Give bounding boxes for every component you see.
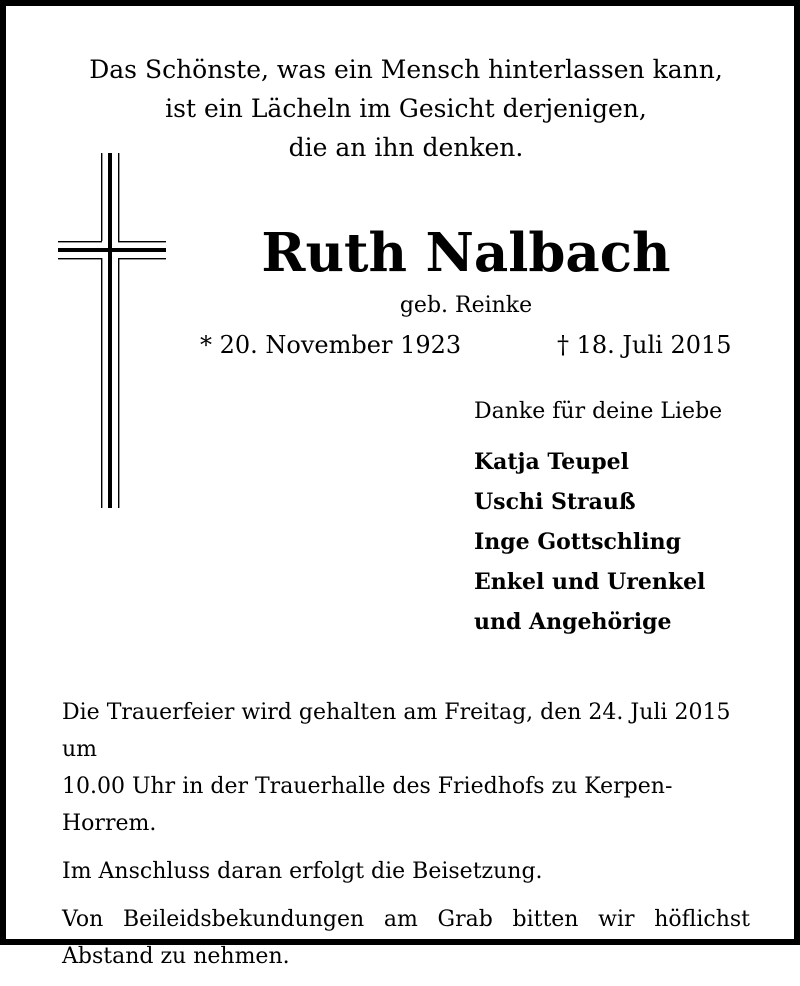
- deceased-name: Ruth Nalbach: [261, 222, 671, 284]
- motto-line: Das Schönste, was ein Mensch hinterlassen kann,: [89, 55, 723, 84]
- burial-paragraph: Im Anschluss daran erfolgt die Beisetzung.: [62, 859, 543, 884]
- funeral-notice: [62, 694, 750, 986]
- thanks-line: Danke für deine Liebe: [474, 399, 723, 424]
- mourners-list: [474, 442, 705, 642]
- motto-line: die an ihn denken.: [288, 133, 524, 162]
- ceremony-paragraph: [62, 694, 750, 842]
- ceremony-line: 10.00 Uhr in der Trauerhalle des Friedhofs zu Kerpen-Horrem.: [62, 774, 673, 836]
- list-item: Uschi Strauß: [474, 489, 636, 515]
- motto-line: ist ein Lächeln im Gesicht derjenigen,: [165, 94, 647, 123]
- born-name: geb. Reinke: [399, 293, 533, 318]
- condolence-paragraph: Von Beileidsbekundungen am Grab bitten wir höflichst Abstand zu nehmen.: [62, 907, 750, 969]
- list-item: und Angehörige: [474, 609, 672, 635]
- list-item: Enkel und Urenkel: [474, 569, 706, 595]
- birth-date: * 20. November 1923: [200, 331, 462, 359]
- list-item: Katja Teupel: [474, 449, 629, 475]
- ceremony-line: Die Trauerfeier wird gehalten am Freitag, den 24. Juli 2015 um: [62, 700, 731, 762]
- motto-quote: [6, 50, 800, 167]
- list-item: Inge Gottschling: [474, 529, 681, 555]
- cross-icon: [58, 153, 168, 508]
- death-date: † 18. Juli 2015: [557, 331, 732, 359]
